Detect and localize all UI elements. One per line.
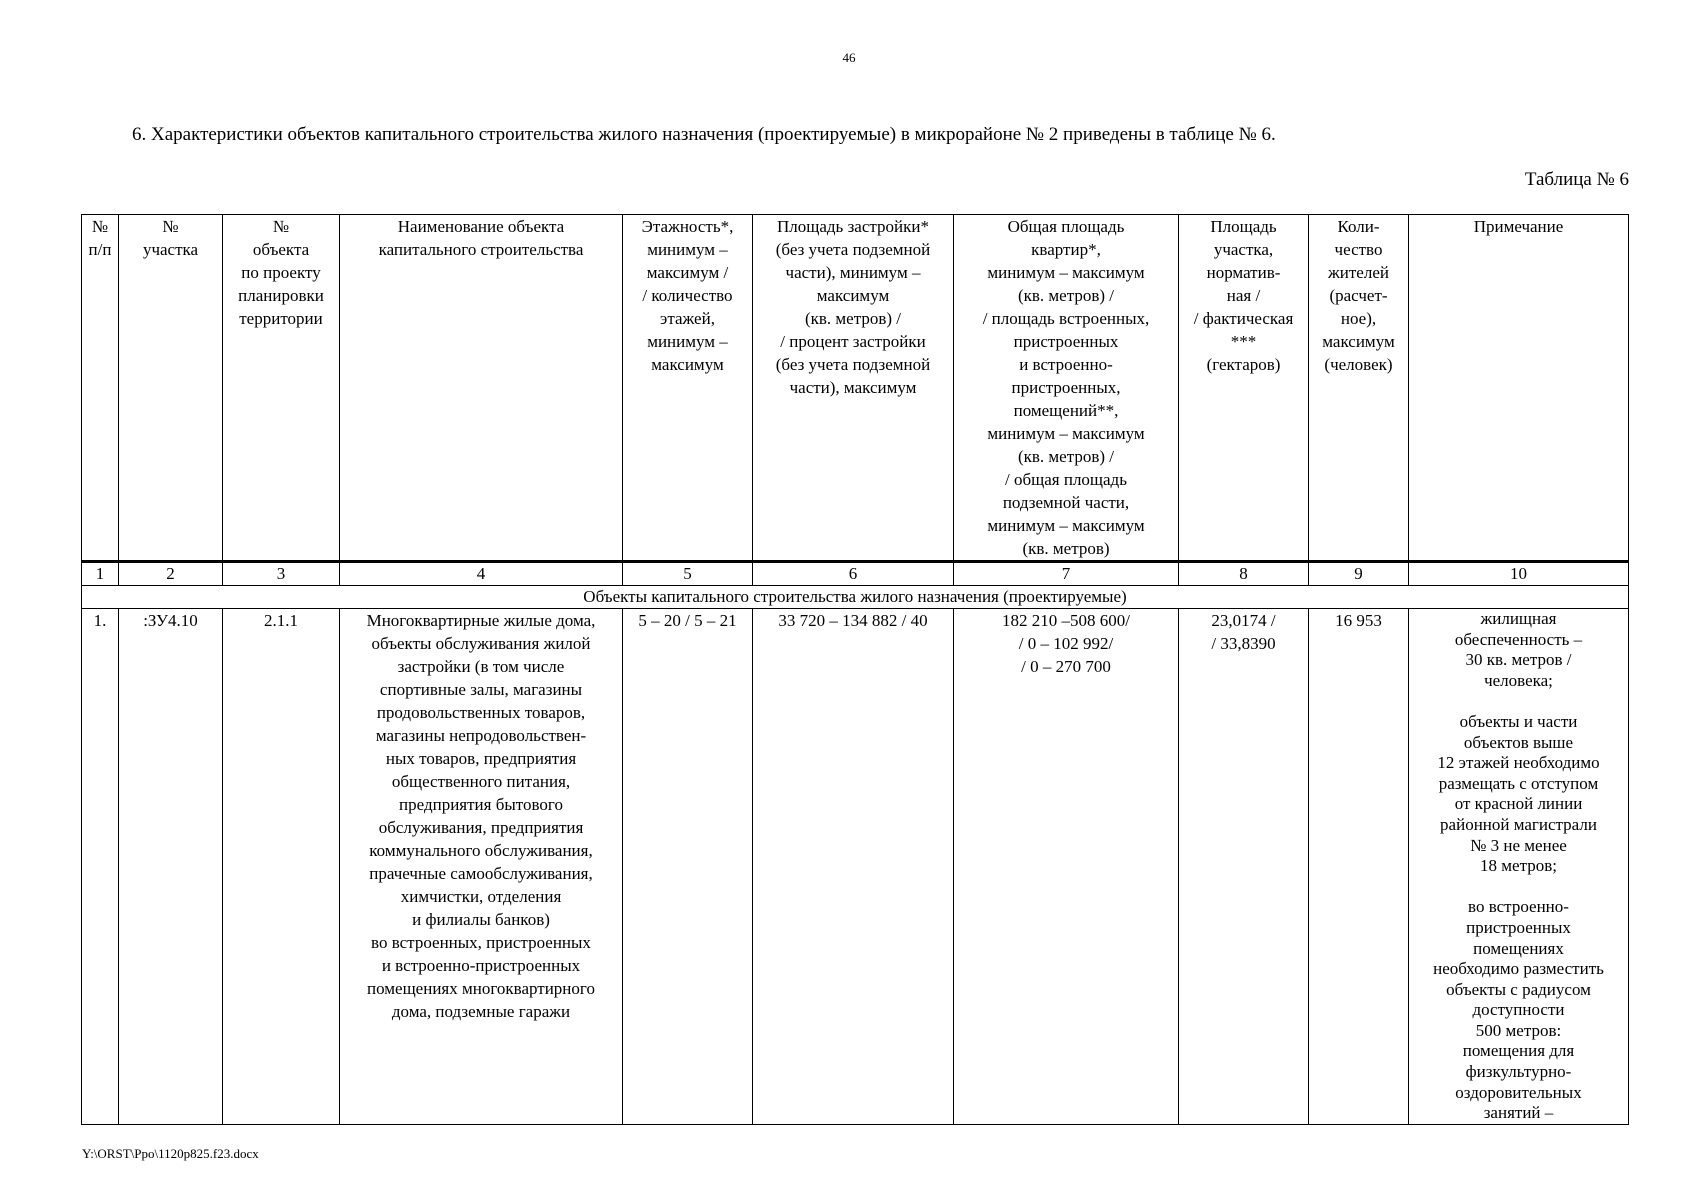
notes-cell: жилищная обеспеченность – 30 кв. метров / человека; объекты и части объектов выше 12 этажей необходимо размещать с отступом от красной линии районной магистрали № 3 не менее 18 метров; во встроенно- пристроенных помещениях необходимо разместить объекты с радиусом доступности 500 метров: помещения для физкультурно- оздоровительных занятий – — [1409, 609, 1629, 1125]
header-cell: № объекта по проекту планировки территории — [223, 215, 340, 562]
header-cell: Наименование объекта капитального строительства — [340, 215, 623, 562]
parcel-number: :ЗУ4.10 — [119, 609, 223, 1125]
column-number: 3 — [223, 562, 340, 586]
row-number: 1. — [82, 609, 119, 1125]
column-number-row — [82, 562, 1629, 586]
column-number: 9 — [1309, 562, 1409, 586]
site-area-value: 23,0174 / / 33,8390 — [1179, 609, 1309, 1125]
intro-paragraph: 6. Характеристики объектов капитального строительства жилого назначения (проектируемые) в микрорайоне № 2 приведены в таблице № 6. — [132, 124, 1276, 145]
section-row — [82, 586, 1629, 609]
section-title: Объекты капитального строительства жилого назначения (проектируемые) — [82, 586, 1629, 609]
column-number: 8 — [1179, 562, 1309, 586]
object-number: 2.1.1 — [223, 609, 340, 1125]
characteristics-table — [81, 214, 1629, 1125]
total-area-value: 182 210 –508 600/ / 0 – 102 992/ / 0 – 270 700 — [954, 609, 1179, 1125]
column-number: 6 — [753, 562, 954, 586]
object-name: Многоквартирные жилые дома, объекты обслуживания жилой застройки (в том числе спортивные залы, магазины продовольственных товаров, магазины непродовольствен- ных товаров, предприятия общественного питания, предприятия бытового обслуживания, предприятия коммунального обслуживания, прачечные самообслуживания, химчистки, отделения и филиалы банков) во встроенных, пристроенных и встроенно-пристроенных помещениях многоквартирного дома, подземные гаражи — [340, 609, 623, 1125]
table-row — [82, 609, 1629, 1125]
footer-file-path: Y:\ORST\Ppo\1120p825.f23.docx — [82, 1146, 259, 1161]
floors-value: 5 – 20 / 5 – 21 — [623, 609, 753, 1125]
residents-value: 16 953 — [1309, 609, 1409, 1125]
header-cell: № п/п — [82, 215, 119, 562]
header-cell: Примечание — [1409, 215, 1629, 562]
building-area-value: 33 720 – 134 882 / 40 — [753, 609, 954, 1125]
column-number: 2 — [119, 562, 223, 586]
column-number: 5 — [623, 562, 753, 586]
header-cell: Площадь застройки* (без учета подземной части), минимум – максимум (кв. метров) / / процент застройки (без учета подземной части), максимум — [753, 215, 954, 562]
table-header-row — [82, 215, 1629, 562]
page-number: 46 — [842, 50, 856, 65]
header-cell: № участка — [119, 215, 223, 562]
column-number: 4 — [340, 562, 623, 586]
header-cell: Коли- чество жителей (расчет- ное), максимум (человек) — [1309, 215, 1409, 562]
column-number: 1 — [82, 562, 119, 586]
header-cell: Площадь участка, норматив- ная / / фактическая *** (гектаров) — [1179, 215, 1309, 562]
column-number: 10 — [1409, 562, 1629, 586]
column-number: 7 — [954, 562, 1179, 586]
table-caption: Таблица № 6 — [1524, 169, 1629, 190]
header-cell: Этажность*, минимум – максимум / / количество этажей, минимум – максимум — [623, 215, 753, 562]
header-cell: Общая площадь квартир*, минимум – максимум (кв. метров) / / площадь встроенных, пристроенных и встроенно- пристроенных, помещений**, минимум – максимум (кв. метров) / / общая площадь подземной части, минимум – максимум (кв. метров) — [954, 215, 1179, 562]
